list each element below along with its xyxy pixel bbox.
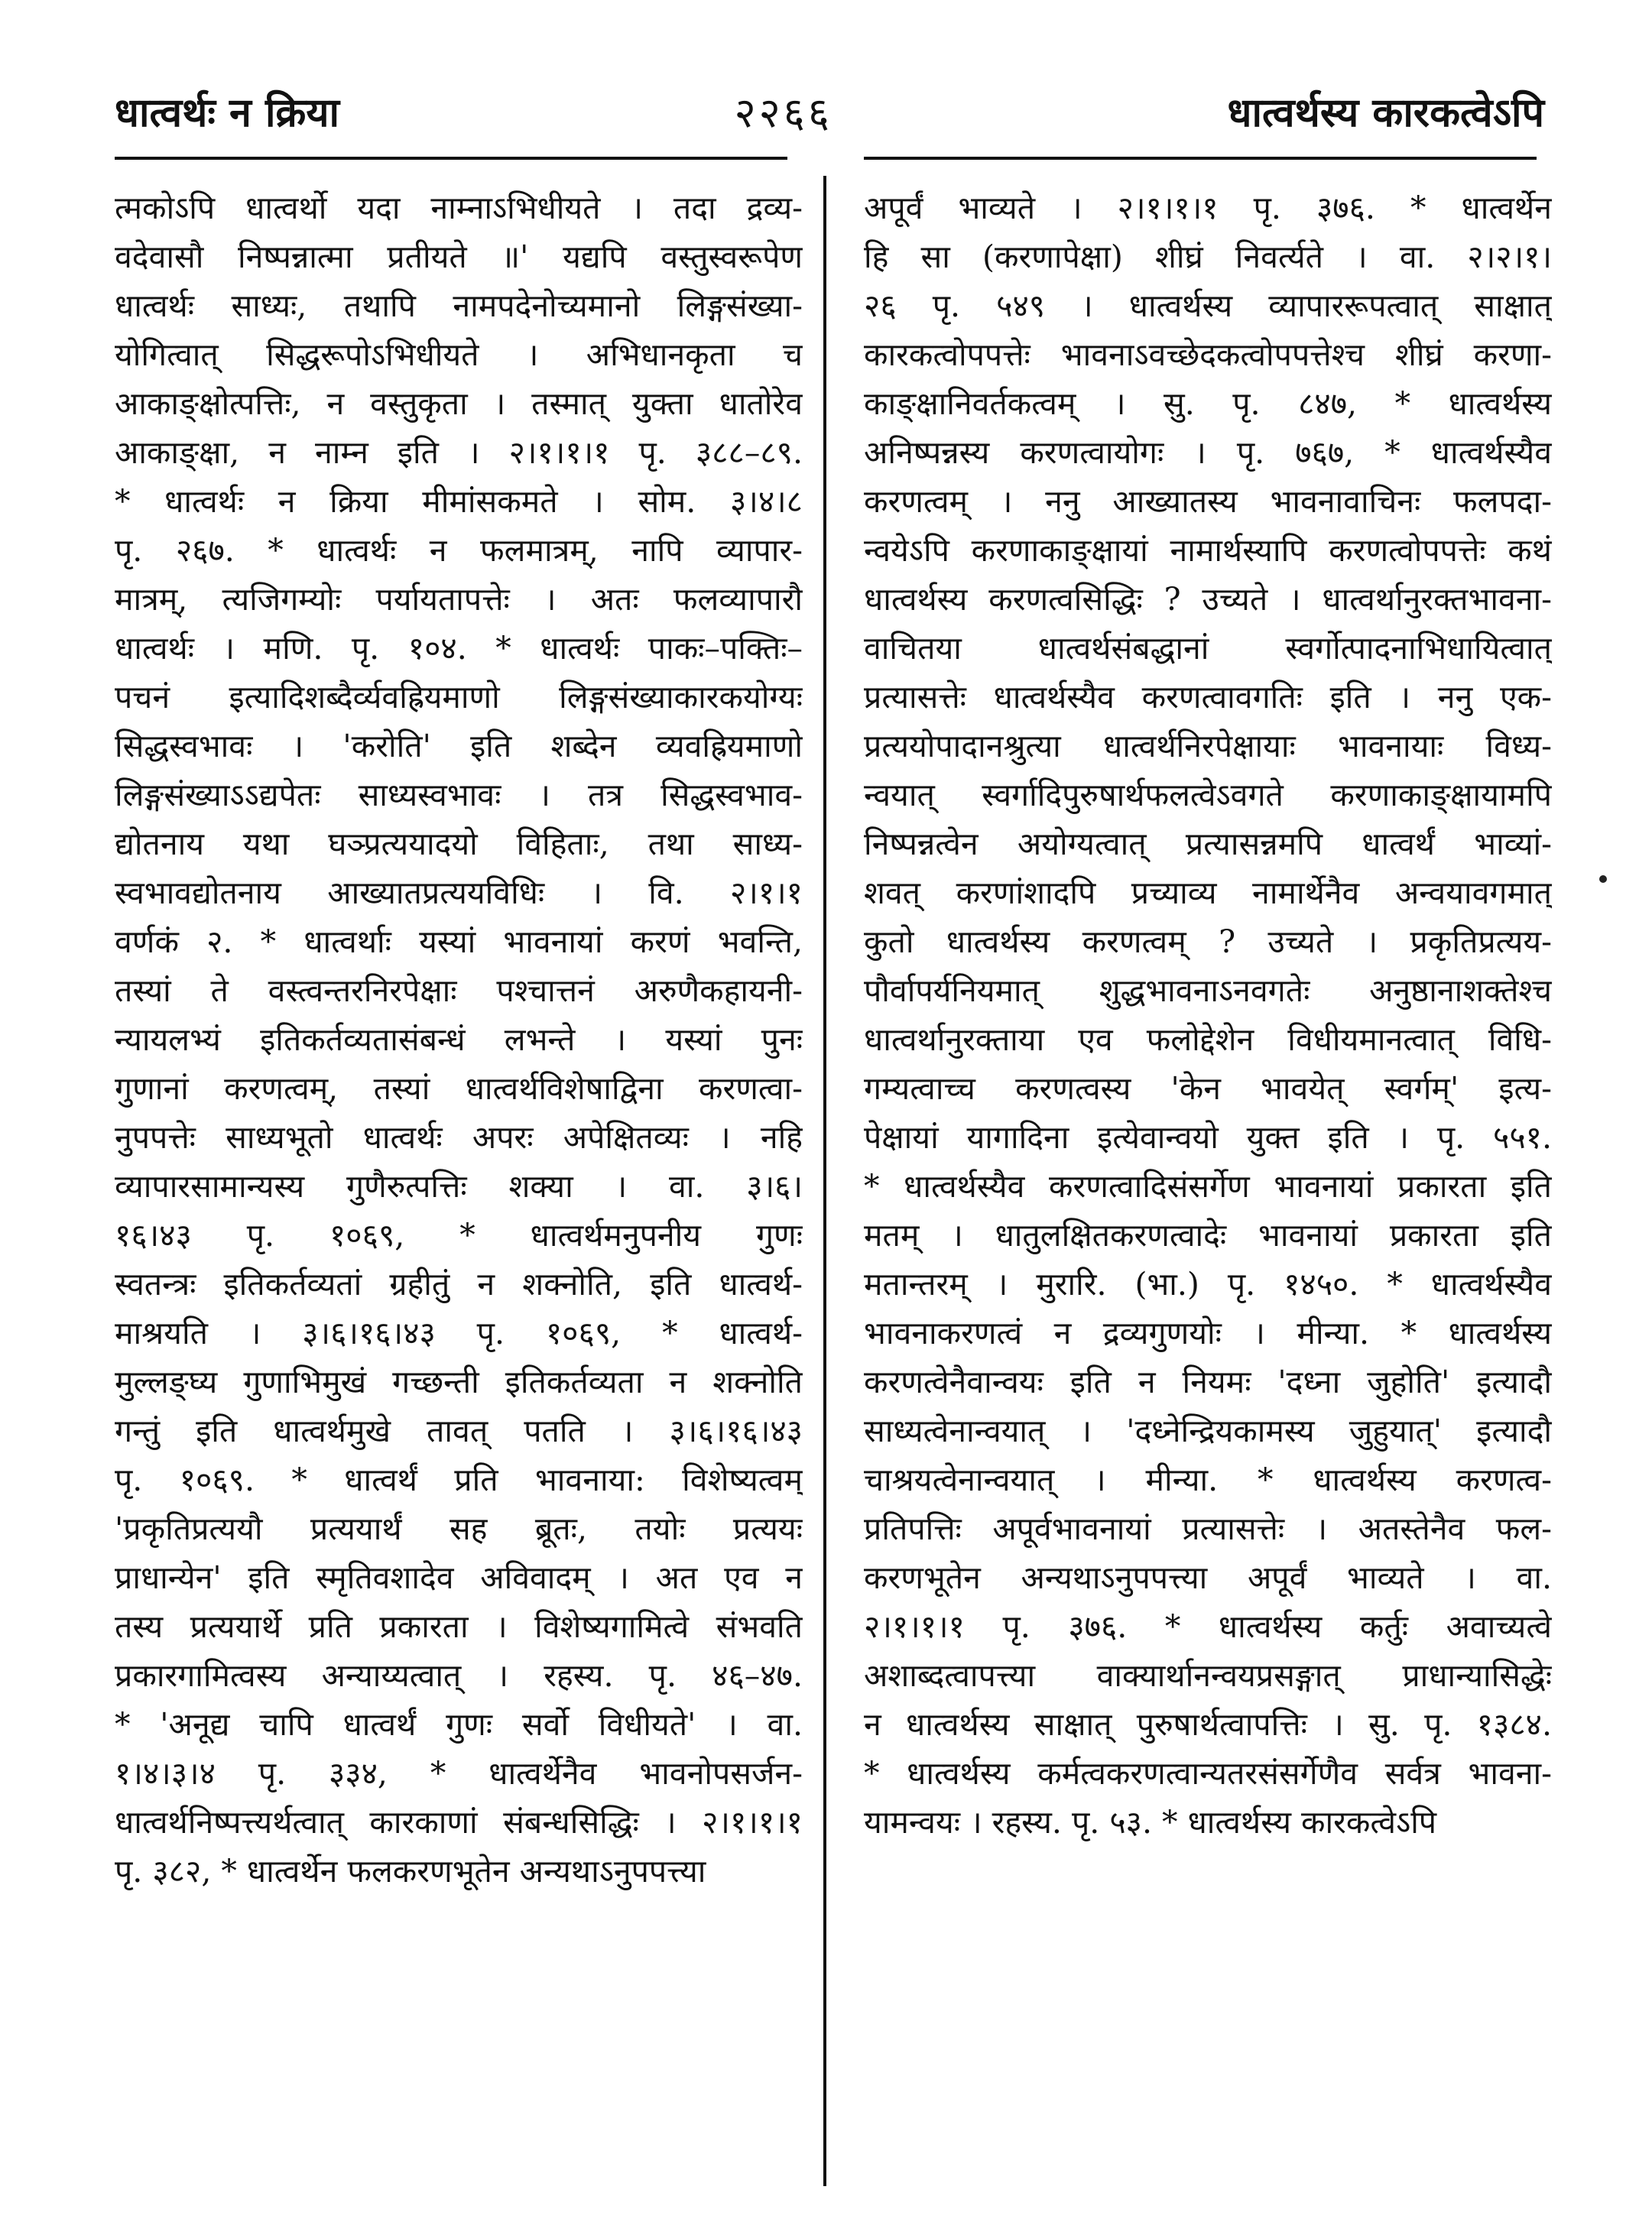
text-line: न्वयात् स्वर्गादिपुरुषार्थफलत्वेऽवगते करणाकाङ्क्षायामपि: [864, 777, 1552, 813]
text-line: मतम् । धातुलक्षितकरणत्वादेः भावनायां प्रकारता इति: [864, 1217, 1552, 1254]
text-line: शवत् करणांशादपि प्रच्याव्य नामार्थेनैव अन्वयावगमात्: [864, 874, 1552, 911]
text-line: गुणानां करणत्वम्, तस्यां धात्वर्थविशेषाद्विना करणत्वा-: [115, 1070, 803, 1107]
text-line: करणत्वम् । ननु आख्यातस्य भावनावाचिनः फलपदा-: [864, 483, 1552, 520]
text-line: त्मकोऽपि धात्वर्थो यदा नाम्नाऽभिधीयते । तदा द्रव्य-: [115, 190, 803, 226]
text-line: करणभूतेन अन्यथाऽनुपपत्त्या अपूर्वं भाव्यते । वा.: [864, 1559, 1552, 1596]
text-line: द्योतनाय यथा घञ्प्रत्ययादयो विहिताः, तथा साध्य-: [115, 826, 803, 862]
text-line: पौर्वापर्यनियमात् शुद्धभावनाऽनवगतेः अनुष्ठानाशक्तेश्च: [864, 972, 1552, 1009]
text-line: धात्वर्थः साध्यः, तथापि नामपदेनोच्यमानो लिङ्गसंख्या-: [115, 287, 803, 324]
text-line: पृ. १०६९. * धात्वर्थं प्रति भावनाया: विशेष्यत्वम्: [115, 1461, 803, 1498]
text-line: वर्णकं २. * धात्वर्थाः यस्यां भावनायां करणं भवन्ति,: [115, 923, 803, 960]
text-line: निष्पन्नत्वेन अयोग्यत्वात् प्रत्यासन्नमपि धात्वर्थं भाव्यां-: [864, 826, 1552, 862]
text-line: व्यापारसामान्यस्य गुणैरुत्पत्तिः शक्या । वा. ३।६।: [115, 1168, 803, 1205]
text-line: २६ पृ. ५४९ । धात्वर्थस्य व्यापाररूपत्वात् साक्षात्: [864, 287, 1552, 324]
text-line: नुपपत्तेः साध्यभूतो धात्वर्थः अपरः अपेक्षितव्यः । नहि: [115, 1119, 803, 1156]
text-line: सिद्धस्वभावः । 'करोति' इति शब्देन व्यवह्रियमाणो: [115, 728, 803, 764]
left-column: [115, 183, 803, 2186]
text-line: वाचितया धात्वर्थसंबद्धानां स्वर्गोत्पादनाभिधायित्वात्: [864, 630, 1552, 667]
text-line: पचनं इत्यादिशब्दैर्व्यवह्रियमाणो लिङ्गसंख्याकारकयोग्यः: [115, 679, 803, 715]
text-line: स्वतन्त्रः इतिकर्तव्यतां ग्रहीतुं न शक्नोति, इति धात्वर्थ-: [115, 1266, 803, 1303]
text-line: पेक्षायां यागादिना इत्येवान्वयो युक्त इति । पृ. ५५१.: [864, 1119, 1552, 1156]
text-line: चाश्रयत्वेनान्वयात् । मीन्या. * धात्वर्थस्य करणत्व-: [864, 1461, 1552, 1498]
text-line: * धात्वर्थस्य कर्मत्वकरणत्वान्यतरसंसर्गेणैव सर्वत्र भावना-: [864, 1755, 1552, 1792]
text-line: हि सा (करणापेक्षा) शीघ्रं निवर्त्यते । वा. २।२।१।: [864, 238, 1552, 275]
column-divider: [823, 176, 826, 2186]
text-line: धात्वर्थस्य करणत्वसिद्धिः ? उच्यते । धात्वर्थानुरक्तभावना-: [864, 581, 1552, 618]
text-line: अनिष्पन्नस्य करणत्वायोगः । पृ. ७६७, * धात्वर्थस्यैव: [864, 434, 1552, 471]
text-line: काङ्क्षानिवर्तकत्वम् । सु. पृ. ८४७, * धात्वर्थस्य: [864, 385, 1552, 422]
text-line: कारकत्वोपपत्तेः भावनाऽवच्छेदकत्वोपपत्तेश्च शीघ्रं करणा-: [864, 336, 1552, 373]
running-title-left: धात्वर्थः न क्रिया: [115, 89, 339, 136]
text-line: धात्वर्थानुरक्ताया एव फलोद्देशेन विधीयमानत्वात् विधि-: [864, 1021, 1552, 1058]
running-title-right: धात्वर्थस्य कारकत्वेऽपि: [1227, 89, 1544, 136]
right-column: [864, 183, 1552, 2186]
text-line: अशाब्दत्वापत्त्या वाक्यार्थानन्वयप्रसङ्गात् प्राधान्यासिद्धेः: [864, 1657, 1552, 1694]
text-line: योगित्वात् सिद्धरूपोऽभिधीयते । अभिधानकृता च: [115, 336, 803, 373]
text-line: माश्रयति । ३।६।१६।४३ पृ. १०६९, * धात्वर्थ-: [115, 1315, 803, 1351]
text-line: पृ. ३८२, * धात्वर्थेन फलकरणभूतेन अन्यथाऽनुपपत्त्या: [115, 1853, 706, 1890]
header-rule-right: [864, 157, 1537, 160]
text-line: प्रत्ययोपादानश्रुत्या धात्वर्थनिरपेक्षायाः भावनायाः विध्य-: [864, 728, 1552, 764]
text-line: 'प्रकृतिप्रत्ययौ प्रत्ययार्थं सह ब्रूतः, तयोः प्रत्ययः: [115, 1510, 803, 1547]
text-line: न धात्वर्थस्य साक्षात् पुरुषार्थत्वापत्तिः । सु. पृ. १३८४.: [864, 1706, 1552, 1743]
text-line: पृ. २६७. * धात्वर्थः न फलमात्रम्, नापि व्यापार-: [115, 532, 803, 569]
text-line: प्रतिपत्तिः अपूर्वभावनायां प्रत्यासत्तेः । अतस्तेनैव फल-: [864, 1510, 1552, 1547]
text-line: २।१।१।१ पृ. ३७६. * धात्वर्थस्य कर्तुः अवाच्यत्वे: [864, 1608, 1552, 1645]
text-line: मतान्तरम् । मुरारि. (भा.) पृ. १४५०. * धात्वर्थस्यैव: [864, 1266, 1552, 1303]
text-line: प्रत्यासत्तेः धात्वर्थस्यैव करणत्वावगतिः इति । ननु एक-: [864, 679, 1552, 715]
text-line: लिङ्गसंख्याऽऽद्यपेतः साध्यस्वभावः । तत्र सिद्धस्वभाव-: [115, 777, 803, 813]
text-line: स्वभावद्योतनाय आख्यातप्रत्ययविधिः । वि. २।१।१: [115, 874, 803, 911]
text-line: मात्रम्, त्यजिगम्योः पर्यायतापत्तेः । अतः फलव्यापारौ: [115, 581, 803, 618]
text-line: भावनाकरणत्वं न द्रव्यगुणयोः । मीन्या. * धात्वर्थस्य: [864, 1315, 1552, 1351]
page-header: [115, 80, 1544, 141]
text-line: १।४।३।४ पृ. ३३४, * धात्वर्थेनैव भावनोपसर्जन-: [115, 1755, 803, 1792]
header-rule-left: [115, 157, 787, 160]
text-line: कुतो धात्वर्थस्य करणत्वम् ? उच्यते । प्रकृतिप्रत्यय-: [864, 923, 1552, 960]
text-line: * धात्वर्थः न क्रिया मीमांसकमते । सोम. ३।४।८: [115, 483, 803, 520]
text-line: प्रकारगामित्वस्य अन्याय्यत्वात् । रहस्य. पृ. ४६–४७.: [115, 1657, 803, 1694]
text-line: अपूर्वं भाव्यते । २।१।१।१ पृ. ३७६. * धात्वर्थेन: [864, 190, 1552, 226]
text-line: * 'अनूद्य चापि धात्वर्थं गुणः सर्वो विधीयते' । वा.: [115, 1706, 803, 1743]
text-line: न्वयेऽपि करणाकाङ्क्षायां नामार्थस्यापि करणत्वोपपत्तेः कथं: [864, 532, 1552, 569]
text-line: आकाङ्क्षा, न नाम्न इति । २।१।१।१ पृ. ३८८–८९.: [115, 434, 803, 471]
text-line: वदेवासौ निष्पन्नात्मा प्रतीयते ॥' यद्यपि वस्तुस्वरूपेण: [115, 238, 803, 275]
page-number: २२६६: [734, 89, 832, 137]
text-line: धात्वर्थः । मणि. पृ. १०४. * धात्वर्थः पाकः–पक्तिः–: [115, 630, 803, 667]
text-line: मुल्लङ्घ्य गुणाभिमुखं गच्छन्ती इतिकर्तव्यता न शक्नोति: [115, 1364, 803, 1400]
text-line: १६।४३ पृ. १०६९, * धात्वर्थमनुपनीय गुणः: [115, 1217, 803, 1254]
text-line: साध्यत्वेनान्वयात् । 'दध्नेन्द्रियकामस्य जुहुयात्' इत्यादौ: [864, 1413, 1552, 1449]
text-line: प्राधान्येन' इति स्मृतिवशादेव अविवादम् । अत एव न: [115, 1559, 803, 1596]
text-line: यामन्वयः । रहस्य. पृ. ५३. * धात्वर्थस्य कारकत्वेऽपि: [864, 1804, 1437, 1841]
text-line: आकाङ्क्षोत्पत्तिः, न वस्तुकृता । तस्मात् युक्ता धातोरेव: [115, 385, 803, 422]
text-line: गम्यत्वाच्च करणत्वस्य 'केन भावयेत् स्वर्गम्' इत्य-: [864, 1070, 1552, 1107]
text-line: तस्य प्रत्ययार्थे प्रति प्रकारता । विशेष्यगामित्वे संभवति: [115, 1608, 803, 1645]
text-line: तस्यां ते वस्त्वन्तरनिरपेक्षाः पश्चात्तनं अरुणैकहायनी-: [115, 972, 803, 1009]
text-line: करणत्वेनैवान्वयः इति न नियमः 'दध्ना जुहोति' इत्यादौ: [864, 1364, 1552, 1400]
text-line: * धात्वर्थस्यैव करणत्वादिसंसर्गेण भावनायां प्रकारता इति: [864, 1168, 1552, 1205]
margin-mark: [1599, 875, 1607, 883]
text-line: गन्तुं इति धात्वर्थमुखे तावत् पतति । ३।६।१६।४३: [115, 1413, 803, 1449]
text-line: न्यायलभ्यं इतिकर्तव्यतासंबन्धं लभन्ते । यस्यां पुनः: [115, 1021, 803, 1058]
text-line: धात्वर्थनिष्पत्त्यर्थत्वात् कारकाणां संबन्धसिद्धिः । २।१।१।१: [115, 1804, 803, 1841]
